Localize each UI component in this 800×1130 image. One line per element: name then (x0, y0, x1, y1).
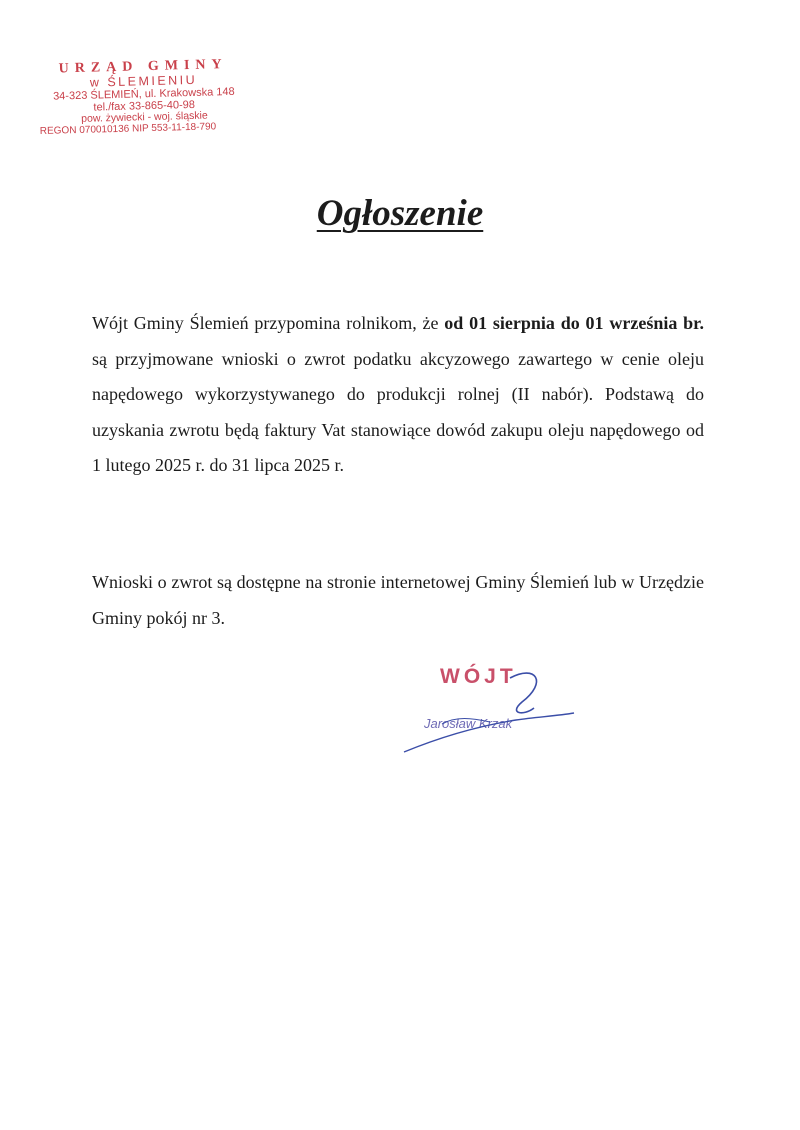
stamp-locality: w ŚLEMIENIU (89, 72, 198, 90)
date-range-highlight: od 01 sierpnia do 01 września br. (444, 313, 705, 333)
signature-stamp-name: Jarosław Krzak (424, 716, 513, 731)
stamp-phone: tel./fax 33-865-40-98 (93, 98, 196, 114)
page-title: Ogłoszenie (316, 193, 484, 234)
announcement-paragraph (92, 306, 704, 484)
stamp-regon-nip: REGON 070010136 NIP 553-11-18-790 (39, 121, 217, 137)
paragraph-details: są przyjmowane wnioski o zwrot podatku akcyzowego zawartego w cenie oleju napędowego wykorzystywanego do produkcji rolnej (II nabór). Podstawą do uzyskania zwrotu będą faktury Vat stanowiące dowód zakupu oleju napędowego od 1 lutego 2025 r. do 31 lipca 2025 r. (92, 348, 704, 475)
paragraph-intro: Wójt Gminy Ślemień przypomina rolnikom, że (92, 313, 445, 333)
handwritten-signature (398, 660, 578, 760)
stamp-address: 34-323 ŚLEMIEŃ, ul. Krakowska 148 (52, 85, 235, 103)
stamp-office-name: URZĄD GMINY (58, 57, 228, 77)
signature-block (398, 660, 578, 760)
applications-paragraph: Wnioski o zwrot są dostępne na stronie internetowej Gminy Ślemień lub w Urzędzie Gminy pokój nr 3. (92, 572, 704, 628)
office-stamp (38, 57, 250, 138)
stamp-county: pow. żywiecki - woj. śląskie (81, 109, 208, 125)
signature-stamp-title: WÓJT (440, 665, 517, 688)
